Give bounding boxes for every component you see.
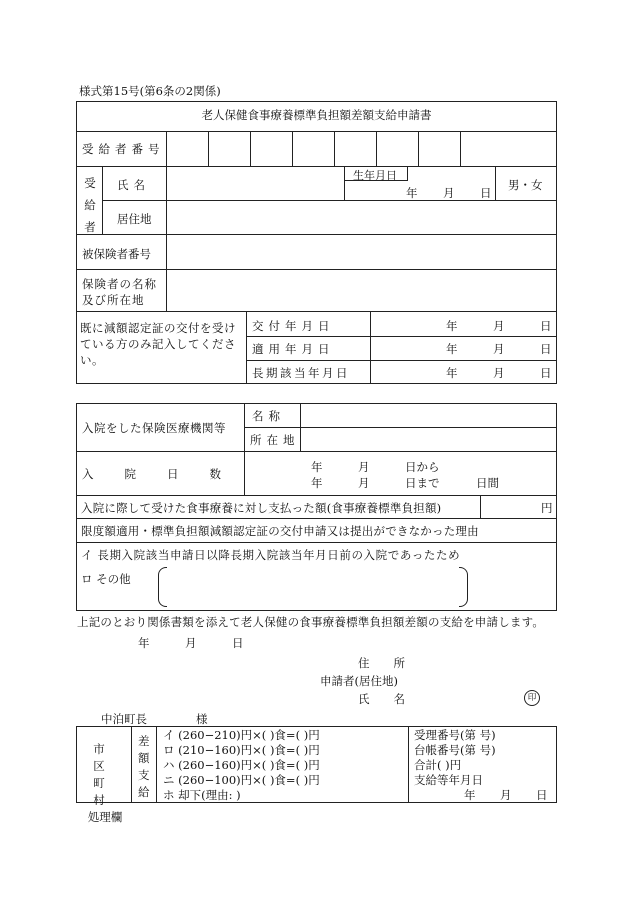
from-year-unit: 年 <box>311 460 323 474</box>
applicant-address-field[interactable] <box>410 652 520 670</box>
office-row-ho: ホ 却下(理由: ) <box>163 788 241 802</box>
applicant-address-label: 住所 <box>358 656 429 670</box>
recipient-number-digit-7[interactable] <box>418 131 460 166</box>
reason-option-i[interactable]: イ 長期入院該当申請日以降長期入院該当年月日前の入院であったため <box>81 548 461 562</box>
application-month-unit: 月 <box>185 636 197 650</box>
application-day-unit: 日 <box>232 636 244 650</box>
residence-label: 居住地 <box>117 212 152 226</box>
receipt-number: 受理番号(第 号) <box>414 728 496 742</box>
application-year-unit: 年 <box>138 636 150 650</box>
birthdate-field[interactable] <box>350 182 490 199</box>
issue-month-unit: 月 <box>493 319 505 333</box>
office-label-line-1: 市区 <box>93 742 117 773</box>
issue-date-label: 交付年月日 <box>252 319 335 333</box>
paid-amount-unit: 円 <box>541 501 553 515</box>
birthdate-month-unit: 月 <box>443 186 455 200</box>
total-amount: 合計( )円 <box>414 758 462 772</box>
office-label-line-2: 町村 <box>93 776 117 807</box>
office-row-ni: ニ (260−100)円×( )食=( )円 <box>163 773 320 787</box>
apply-year-unit: 年 <box>446 342 458 356</box>
long-term-month-unit: 月 <box>493 366 505 380</box>
long-term-day-unit: 日 <box>540 366 552 380</box>
payment-month-unit: 月 <box>500 788 512 802</box>
hospital-name-label: 名称 <box>252 409 285 423</box>
birthdate-label: 生年月日 <box>353 169 397 182</box>
birthdate-day-unit: 日 <box>480 186 492 200</box>
payment-day-unit: 日 <box>536 788 548 802</box>
hospital-label: 入院をした保険医療機関等 <box>82 421 226 435</box>
office-row-ro: ロ (210−160)円×( )食=( )円 <box>163 743 320 757</box>
office-row-ha: ハ (260−160)円×( )食=( )円 <box>163 758 320 772</box>
applicant-name-label: 氏名 <box>358 692 429 706</box>
recipient-number-digit-1[interactable] <box>166 131 208 166</box>
days-label: 入院日数 <box>82 467 252 481</box>
addressee: 中泊町長 <box>101 712 147 726</box>
form-number: 様式第15号(第6条の2関係) <box>79 84 221 98</box>
insured-number-label: 被保険者番号 <box>82 247 151 261</box>
hospital-address-label: 所在地 <box>250 433 300 447</box>
recipient-number-label: 受給者番号 <box>82 142 165 156</box>
to-day-suffix: 日まで <box>405 476 440 490</box>
name-field[interactable] <box>166 166 344 200</box>
payment-date-label: 支給等年月日 <box>414 773 483 787</box>
recipient-number-digit-6[interactable] <box>376 131 418 166</box>
recipient-number-digit-3[interactable] <box>250 131 292 166</box>
insurer-field[interactable] <box>166 269 557 311</box>
issue-year-unit: 年 <box>446 319 458 333</box>
apply-month-unit: 月 <box>493 342 505 356</box>
hospital-stay-period-field[interactable] <box>244 451 557 495</box>
form-title: 老人保健食事療養標準負担額差額支給申請書 <box>201 108 432 122</box>
reduction-note: 既に減額認定証の交付を受けている方のみ記入してください。 <box>80 321 236 367</box>
other-reason-field[interactable] <box>166 568 459 604</box>
applicant-label: 申請者(居住地) <box>320 674 398 688</box>
from-day-suffix: 日から <box>405 460 440 474</box>
office-row-i: イ (260−210)円×( )食=( )円 <box>163 728 320 742</box>
recipient-number-digit-4[interactable] <box>292 131 334 166</box>
apply-date-label: 適用年月日 <box>252 342 335 356</box>
issue-day-unit: 日 <box>540 319 552 333</box>
hospital-name-field[interactable] <box>300 403 557 427</box>
birthdate-year-unit: 年 <box>406 186 418 200</box>
residence-field[interactable] <box>166 200 557 234</box>
addressee-suffix: 様 <box>196 712 208 726</box>
recipient-label: 受給者 <box>84 176 96 234</box>
long-term-date-label: 長期該当年月日 <box>252 366 350 380</box>
issue-date-field[interactable] <box>370 311 557 336</box>
other-reason-bracket-right <box>459 567 468 607</box>
total-days-suffix: 日間 <box>476 476 499 490</box>
recipient-number-digit-2[interactable] <box>208 131 250 166</box>
reason-label: 限度額適用・標準負担額減額認定証の交付申請又は提出ができなかった理由 <box>81 524 479 538</box>
recipient-number-digit-5[interactable] <box>334 131 376 166</box>
to-month-unit: 月 <box>358 476 370 490</box>
office-label <box>83 741 127 826</box>
sex-selector[interactable]: 男・女 <box>508 178 543 192</box>
ledger-number: 台帳番号(第 号) <box>414 743 496 757</box>
insured-number-field[interactable] <box>166 234 557 269</box>
long-term-date-field[interactable] <box>370 360 557 384</box>
seal-icon: 印 <box>524 690 540 706</box>
declaration-text: 上記のとおり関係書類を添えて老人保健の食事療養標準負担額差額の支給を申請します。 <box>77 615 545 629</box>
office-label-line-3: 処理欄 <box>87 810 123 824</box>
recipient-number-digit-8[interactable] <box>460 131 557 166</box>
paid-amount-label: 入院に際して受けた食事療養に対し支払った額(食事療養標準負担額) <box>81 501 442 515</box>
name-label: 氏名 <box>117 178 150 192</box>
apply-day-unit: 日 <box>540 342 552 356</box>
insurer-label: 保険者の名称及び所在地 <box>82 277 157 307</box>
payment-year-unit: 年 <box>464 788 476 802</box>
apply-date-field[interactable] <box>370 336 557 360</box>
reason-option-ro[interactable]: ロ その他 <box>81 572 131 586</box>
diff-label: 差額支給 <box>138 734 150 799</box>
long-term-year-unit: 年 <box>446 366 458 380</box>
from-month-unit: 月 <box>358 460 370 474</box>
to-year-unit: 年 <box>311 476 323 490</box>
applicant-name-field[interactable] <box>410 688 520 706</box>
hospital-address-field[interactable] <box>300 427 557 451</box>
